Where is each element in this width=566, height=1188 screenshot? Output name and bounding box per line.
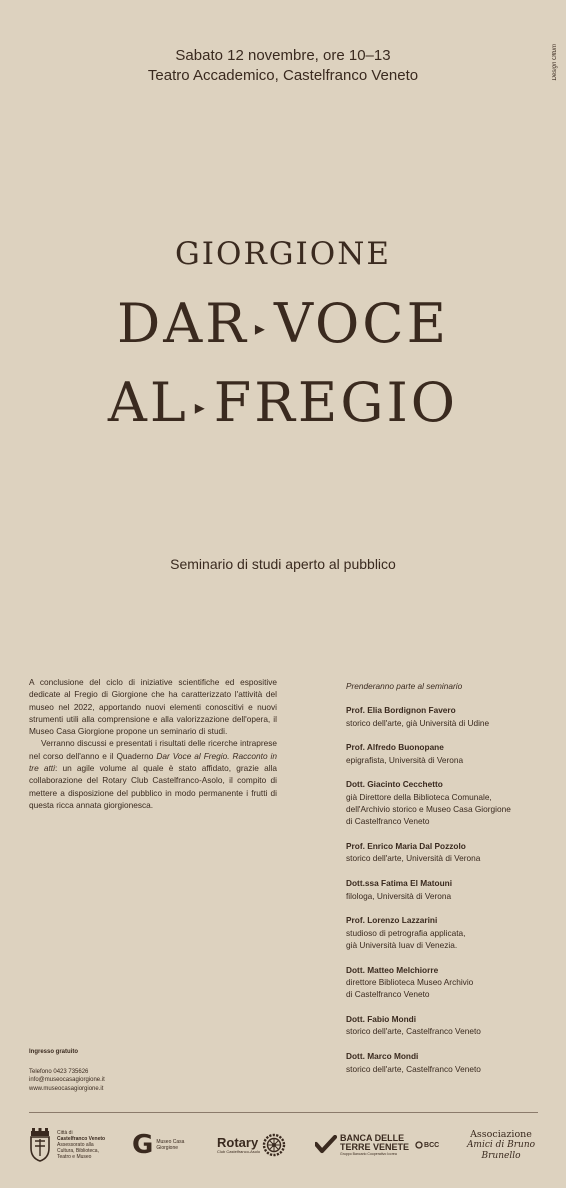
speaker-item [346, 840, 546, 865]
website-link[interactable]: www.museocasagiorgione.it [29, 1085, 104, 1092]
speaker-name: Prof. Enrico Maria Dal Pozzolo [346, 841, 466, 852]
speakers-intro: Prenderanno parte al seminario [346, 681, 463, 691]
phone-number: Telefono 0423 735626 [29, 1068, 89, 1075]
title-giorgione: GIORGIONE [175, 236, 391, 272]
title-separator: ▸ [254, 316, 268, 340]
event-header [0, 46, 566, 86]
speaker-item [346, 1050, 546, 1075]
speaker-item [346, 704, 546, 729]
speaker-role: filologa, Università di Verona [346, 890, 452, 901]
title-line-2 [0, 373, 566, 437]
rotary-name: Rotary [217, 1134, 259, 1150]
city-line-1: Città di [57, 1130, 73, 1136]
city-line-4: Cultura, Biblioteca, [57, 1148, 99, 1154]
speaker-role: storico dell'arte, Castelfranco Veneto [346, 1026, 481, 1037]
museo-line-2: Giorgione [156, 1145, 179, 1151]
paragraph-2-text: Verranno discussi e presentati i risultati delle ricerche intraprese nel corso dell'anno e il Quaderno [29, 738, 277, 761]
speaker-name: Dott. Giacinto Cecchetto [346, 779, 443, 790]
speaker-role: storico dell'arte, Università di Verona [346, 853, 481, 864]
paragraph-2-text-end: : un agile volume al quale è stato affidato, grazie alla collaborazione del Rotary Club Castelfranco-Asolo, il compito di mettere a disposizione del pubblico in modo permanente i frutti di questa ricca annata giorgionesca. [29, 763, 277, 810]
speaker-role: direttore Biblioteca Museo Archivio di Castelfranco Veneto [346, 977, 474, 1000]
assoc-line-2: Amici di Bruno Brunello [466, 1139, 536, 1161]
speaker-item [346, 778, 546, 827]
speaker-name: Prof. Elia Bordignon Favero [346, 705, 456, 716]
subtitle: Seminario di studi aperto al pubblico [170, 556, 396, 572]
speaker-name: Prof. Alfredo Buonopane [346, 742, 444, 753]
speaker-item [346, 741, 546, 766]
logo-rotary [217, 1122, 286, 1168]
design-credit: Design Oltum [552, 44, 558, 81]
city-line-2: Castelfranco Veneto [57, 1136, 106, 1142]
banca-line-1: BANCA DELLE [340, 1132, 405, 1143]
bank-check-icon [315, 1135, 337, 1155]
speaker-role: studioso di petrografia applicata, già Università Iuav di Venezia. [346, 927, 466, 950]
logo-castelfranco [29, 1122, 105, 1168]
speaker-role: già Direttore della Biblioteca Comunale, dell'Archivio storico e Museo Casa Giorgione di Castelfranco Veneto [346, 791, 511, 827]
museo-line-1: Museo Casa [156, 1139, 185, 1145]
banca-line-2: TERRE VENETE [340, 1141, 410, 1152]
speaker-name: Dott. Fabio Mondi [346, 1014, 417, 1025]
speaker-item [346, 877, 546, 902]
description-paragraph-1: A conclusione del ciclo di iniziative scientifiche ed espositive dedicate al Fregio di Giorgione che ha caratterizzato l'attività del museo nel 2022, apportando nuovi elementi conoscitivi e nuovi strumenti utili alla comprensione e alla valorizzazione dell'opera, il Museo Casa Giorgione propone un seminario di studi. [29, 677, 277, 737]
speakers-list [346, 680, 546, 1087]
title-word-dar: DAR [116, 292, 249, 355]
speaker-name: Dott. Matteo Melchiorre [346, 964, 439, 975]
speaker-name: Dott.ssa Fatima El Matouni [346, 878, 453, 889]
logo-museo-casa-giorgione [132, 1122, 184, 1168]
banca-group: Gruppo Bancario Cooperativo Iccrea [340, 1151, 397, 1156]
contact-info [29, 1048, 105, 1093]
description [29, 676, 277, 811]
speaker-name: Dott. Marco Mondi [346, 1051, 419, 1062]
sponsor-logos [29, 1122, 541, 1168]
speaker-item [346, 1013, 546, 1038]
rotary-wheel-icon [262, 1133, 286, 1157]
assoc-line-1: Associazione [470, 1128, 532, 1140]
title-word-al: AL [107, 371, 189, 434]
title-word-voce: VOCE [273, 292, 450, 355]
speaker-role: epigrafista, Università di Verona [346, 754, 464, 765]
city-line-5: Teatro e Museo [57, 1154, 92, 1160]
book-title: Dar Voce al Fregio. Racconto in tre atti [29, 750, 277, 774]
free-entry-label: Ingresso gratuito [29, 1049, 79, 1055]
speaker-item [346, 964, 546, 1001]
bcc-icon [415, 1141, 423, 1149]
description-paragraph-2 [29, 737, 277, 811]
logo-associazione [459, 1122, 543, 1168]
divider [29, 1112, 538, 1113]
speaker-item [346, 914, 546, 951]
email-link[interactable]: info@museocasagiorgione.it [29, 1077, 105, 1083]
event-venue: Teatro Accademico, Castelfranco Veneto [147, 67, 419, 84]
speaker-name: Prof. Lorenzo Lazzarini [346, 915, 438, 926]
logo-banca-terre-venete [315, 1122, 439, 1168]
title-separator: ▸ [194, 395, 208, 419]
city-line-3: Assessorato alla [57, 1142, 94, 1148]
speaker-role: storico dell'arte, già Università di Udine [346, 717, 490, 728]
title-line-1 [0, 294, 566, 358]
event-date: Sabato 12 novembre, ore 10–13 [175, 47, 391, 64]
bcc-label: BCC [424, 1141, 440, 1149]
city-crest-icon [29, 1128, 51, 1162]
title-word-fregio: FREGIO [213, 371, 459, 434]
speaker-role: storico dell'arte, Castelfranco Veneto [346, 1063, 481, 1074]
rotary-club: Club Castelfranco-Asolo [217, 1148, 261, 1154]
museo-mark-icon: G [132, 1130, 154, 1160]
